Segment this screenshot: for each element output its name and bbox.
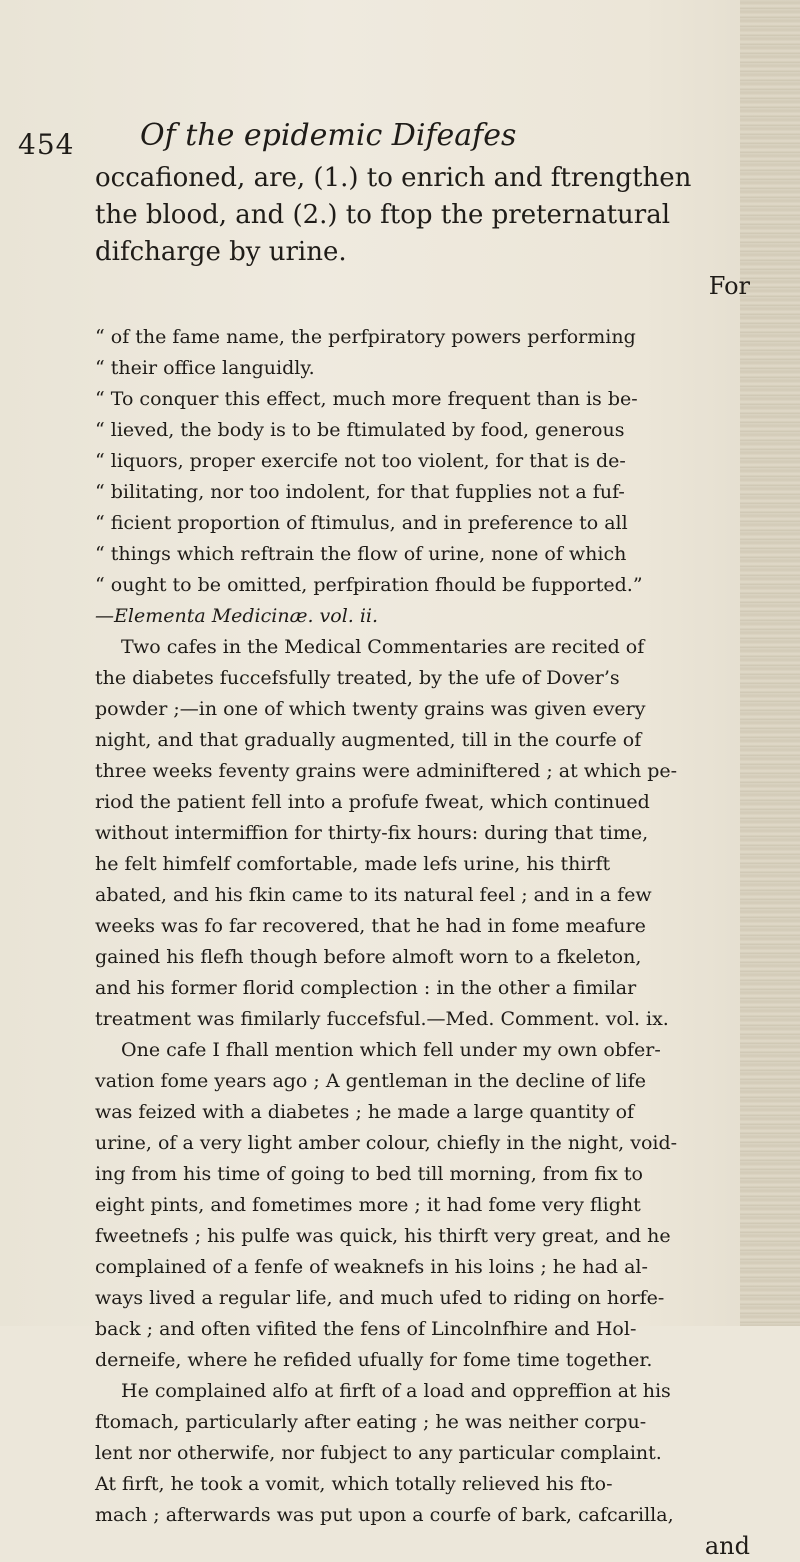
text-line: and his former florid complection : in the other a fimilar [95, 977, 637, 999]
text-line: ways lived a regular life, and much ufed to riding on horfe- [95, 1287, 665, 1309]
text-line: was feized with a diabetes ; he made a large quantity of [95, 1101, 635, 1123]
text-line: weeks was fo far recovered, that he had in fome meafure [95, 915, 646, 937]
catchword-line: For [708, 272, 750, 300]
text-line: fweetnefs ; his pulfe was quick, his thirft very great, and he [95, 1225, 671, 1247]
citation-line: —Elementa Medicinæ. vol. ii. [95, 605, 379, 627]
text-line: the diabetes fuccefsfully treated, by the ufe of Dover’s [95, 667, 620, 689]
body-text [95, 160, 755, 1562]
text-line: night, and that gradually augmented, till in the courfe of [95, 729, 642, 751]
quote-line: “ To conquer this effect, much more frequent than is be- [95, 388, 638, 410]
text-line: One cafe I fhall mention which fell under my own obfer- [121, 1039, 661, 1061]
text-line: eight pints, and fometimes more ; it had fome very flight [95, 1194, 641, 1216]
quote-line: “ ought to be omitted, perfpiration fhould be fupported.” [95, 574, 643, 596]
text-line: urine, of a very light amber colour, chiefly in the night, void- [95, 1132, 678, 1154]
catchword-line: and [704, 1532, 750, 1560]
text-line: gained his flefh though before almoft worn to a fkeleton, [95, 946, 642, 968]
quote-line: “ ficient proportion of ftimulus, and in preference to all [95, 512, 628, 534]
quote-line: “ liquors, proper exercife not too violent, for that is de- [95, 450, 626, 472]
text-line: ftomach, particularly after eating ; he was neither corpu- [95, 1411, 647, 1433]
text-line: vation fome years ago ; A gentleman in the decline of life [95, 1070, 646, 1092]
text-line: Two cafes in the Medical Commentaries are recited of [121, 636, 645, 658]
text-line: derneife, where he refided ufually for fome time together. [95, 1349, 653, 1371]
text-line: riod the patient fell into a profufe fweat, which continued [95, 791, 650, 813]
text-line: powder ;—in one of which twenty grains was given every [95, 698, 646, 720]
text-line: treatment was fimilarly fuccefsful.—Med. Comment. vol. ix. [95, 1008, 669, 1030]
quote-line: “ things which reftrain the flow of urine, none of which [95, 543, 627, 565]
text-line: At firft, he took a vomit, which totally relieved his fto- [95, 1473, 613, 1495]
text-line: He complained alfo at firft of a load and oppreffion at his [121, 1380, 671, 1402]
quote-line: “ lieved, the body is to be ftimulated by food, generous [95, 419, 625, 441]
text-line: ing from his time of going to bed till morning, from fix to [95, 1163, 643, 1185]
text-line: three weeks feventy grains were adminiftered ; at which pe- [95, 760, 678, 782]
text-line: without intermiffion for thirty-fix hours: during that time, [95, 822, 649, 844]
quote-line: “ of the fame name, the perfpiratory powers performing [95, 326, 636, 348]
text-line: back ; and often vifited the fens of Lincolnfhire and Hol- [95, 1318, 637, 1340]
running-head: Of the epidemic Difeafes [140, 118, 517, 153]
page-number: 454 [18, 128, 75, 161]
text-line: complained of a fenfe of weaknefs in his loins ; he had al- [95, 1256, 648, 1278]
text-line: the blood, and (2.) to ftop the preternatural [95, 200, 671, 230]
text-line: he felt himfelf comfortable, made lefs urine, his thirft [95, 853, 611, 875]
text-line: difcharge by urine. [95, 237, 347, 267]
quote-line: “ bilitating, nor too indolent, for that fupplies not a fuf- [95, 481, 625, 503]
text-line: mach ; afterwards was put upon a courfe of bark, cafcarilla, [95, 1504, 674, 1526]
quote-line: “ their office languidly. [95, 357, 315, 379]
text-line: lent nor otherwife, nor fubject to any particular complaint. [95, 1442, 662, 1464]
text-line: occafioned, are, (1.) to enrich and ftrengthen [95, 163, 692, 193]
text-line: abated, and his fkin came to its natural feel ; and in a few [95, 884, 652, 906]
